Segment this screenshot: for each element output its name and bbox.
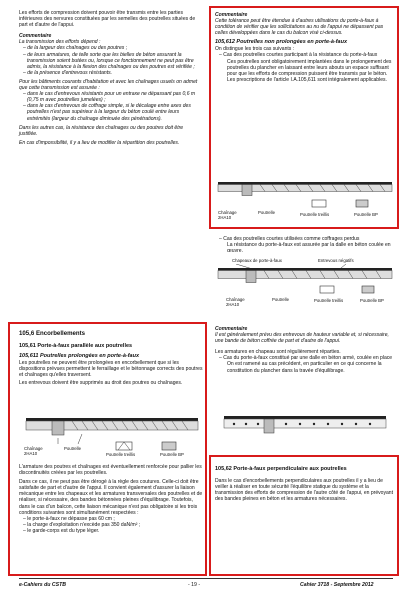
- label-poutrelle: Poutrelle: [272, 297, 289, 302]
- label-poutrelle-treillis: Poutrelle treillis: [300, 212, 330, 217]
- label-2ha10: 2HA10: [226, 302, 240, 307]
- poutrelles-courtes-diagram: [216, 178, 394, 212]
- comment-paragraph: En cas d'impossibilité, il y a lieu de modifier la répartition des poutrelles.: [19, 139, 180, 146]
- paragraph: Dans le cas d'encorbellements perpendiculaires aux poutrelles il y a lieu de veiller à réaliser en toute sécurité l'équilibre statique du système et la transmission des efforts de compression de l'autre côté de l'appui, en prévoyant des bandes pleines en béton et les armatures nécessaires.: [215, 478, 394, 503]
- label-2ha10: 2HA10: [218, 215, 232, 220]
- label-poutrelle-bp: Poutrelle BP: [354, 212, 378, 217]
- comment-paragraph: La transmission des efforts dépend :: [19, 39, 101, 46]
- left-box-text: [19, 330, 203, 386]
- label-chainage: Chaînage: [24, 446, 43, 451]
- bullet: – Cas des poutrelles courtes utilisées comme coffrages perdus: [219, 236, 360, 242]
- section-bp: [162, 442, 176, 450]
- bullet: – la charge d'exploitation n'excède pas 350 daN/m² ;: [23, 521, 141, 528]
- label-chainage: Chaînage: [218, 210, 237, 215]
- footer-left: e-Cahiers du CSTB: [19, 582, 66, 588]
- section-treillis: [116, 442, 132, 450]
- right-box2-text: [215, 466, 393, 502]
- page-number: - 19 -: [188, 582, 201, 588]
- bullet: – Cas des poutrelles courtes participant à la résistance du porte-à-faux: [219, 52, 378, 59]
- paragraph: Les poutrelles ne peuvent être prolongées en encorbellement que si les dispositions prévues permettent le ferraillage et le bétonnage corrects des poutres et chaînages qu'elles traversent.: [19, 360, 203, 379]
- label-poutrelle-bp: Poutrelle BP: [360, 298, 384, 303]
- label-poutrelle: Poutrelle: [64, 446, 81, 451]
- comment-paragraph: Il est généralement prévu des entrevous de hauteur variable et, si nécessaire, une bande de béton coffrée de part et d'autre de l'appui.: [215, 332, 389, 345]
- section-heading: 105,6 Encorbellements: [19, 330, 86, 337]
- label-chainage: Chaînage: [226, 297, 245, 302]
- comment-title: Commentaire: [215, 326, 248, 332]
- footer-rule: [19, 578, 393, 579]
- bullet: – le porte-à-faux ne dépasse pas 60 cm ;: [23, 515, 115, 522]
- label-poutrelle-treillis: Poutrelle treillis: [314, 298, 344, 303]
- comment-bullet: – de la présence d'entrevous résistants.: [23, 69, 113, 76]
- paragraph: Les armatures en chapeau sont régulièrement réparties.: [215, 349, 341, 356]
- footer-right: Cahier 3718 - Septembre 2012: [300, 582, 374, 588]
- label-entrevous-negatifs: Entrevous négatifs: [318, 258, 354, 263]
- label-chapeaux: Chapeaux de porte-à-faux: [232, 258, 282, 263]
- bullet-detail: Les prescriptions de l'article I.A.105,611 sont intégralement applicables.: [227, 76, 387, 83]
- coffrage-perdu-diagram: [216, 264, 394, 298]
- label-poutrelle-treillis: Poutrelle treillis: [106, 452, 136, 457]
- paragraph: Les entrevous doivent être supprimés au droit des poutres ou chaînages.: [19, 380, 183, 387]
- left-top-text: [19, 10, 203, 146]
- subsubsection-heading: 105,611 Poutrelles prolongées en porte-à-faux: [19, 353, 140, 359]
- paragraph: Les efforts de compression doivent pouvoir être transmis entre les parties inférieures des nervures constituées par les semelles des poutrelles situées de part et d'autre de l'appui.: [19, 10, 196, 29]
- comment-bullet: – de leurs armatures, de telle sorte que les bielles de béton assurant la transmission soient butées ou, lorsque ce fonctionnement ne peut pas être admis, la résistance à la flexion des chaînages ou des poutres est vérifiée ;: [23, 51, 195, 70]
- left-box-text-2: [19, 464, 203, 534]
- comment-title: Commentaire: [19, 33, 52, 40]
- comment-bullet: – dans le cas d'entrevous de coffrage simple, si le décalage entre axes des poutrelles n'est pas supérieur à la largeur du béton coulé entre leurs extrémités (largeur du chaînage diminuée des pénétrations).: [23, 103, 191, 122]
- bullet: – Cas du porte-à-faux constitué par une dalle en béton armé, coulée en place: [219, 355, 393, 362]
- comment-bullet: – de la largeur des chaînages ou des poutres ;: [23, 45, 128, 52]
- label-poutrelle-bp: Poutrelle BP: [160, 452, 184, 457]
- subsection-heading: 105,61 Porte-à-faux parallèle aux poutrelles: [19, 343, 133, 349]
- chainage-block: [52, 421, 64, 435]
- right-mid-text: [215, 236, 393, 254]
- paragraph: Dans ce cas, il ne peut pas être dérogé à la règle des coutures. Celle-ci doit être satisfaite de part et d'autre de l'appui. Il convient également d'assurer la liaison mécanique entre les chapeaux et les armatures transversales des poutrelles et de réaliser, si nécessaire, des bandes bétonnées pleines d'équilibrage. Toutefois, dans le cas d'un balcon, cette liaison mécanique n'est pas obligatoire si les trois conditions suivantes sont simultanément respectées :: [19, 479, 203, 516]
- subsection-heading: 105,62 Porte-à-faux perpendiculaire aux poutrelles: [215, 466, 347, 472]
- paragraph: On distingue les trois cas suivants :: [215, 46, 295, 53]
- bullet-detail: La résistance du porte-à-faux est assurée par la dalle en béton coulée en œuvre.: [227, 242, 391, 255]
- right-box-text: [215, 12, 393, 83]
- bullet-detail: On est ramené au cas précédent, en particulier en ce qui concerne la constitution du plancher dans la travée d'équilibrage.: [227, 361, 382, 374]
- right-mid-text-2: [215, 326, 393, 374]
- comment-paragraph: Cette tolérance peut être étendue à d'autres utilisations du porte-à-faux à condition de vérifier que les sollicitations au nu de l'appui ne dépassent pas celles développées dans le cas du balcon visé ci-dessus.: [215, 18, 384, 37]
- bullet-detail: Ces poutrelles sont obligatoirement implantées dans le prolongement des poutrelles du plancher en laissant entre leurs abouts un espace suffisant pour que les efforts de compression puissent être transmis par le béton.: [227, 58, 392, 77]
- label-2ha10: 2HA10: [24, 451, 38, 456]
- subsubsection-heading: 105,612 Poutrelles non prolongées en porte-à-faux: [215, 39, 348, 46]
- comment-paragraph: Dans les autres cas, la résistance des chaînages ou des poutres doit être justifiée.: [19, 124, 184, 137]
- label-poutrelle: Poutrelle: [258, 210, 275, 215]
- comment-title: Commentaire: [215, 12, 248, 18]
- comment-bullet: – dans le cas d'entrevous résistants pour un entraxe ne dépassant pas 0,6 m (0,75 m avec poutrelles jumelées) ;: [23, 91, 196, 104]
- bullet: – le garde-corps est du type léger.: [23, 527, 100, 534]
- paragraph: L'armature des poutres et chaînages est éventuellement renforcée pour pallier les discontinuités créées par les poutrelles.: [19, 464, 202, 477]
- comment-paragraph: Pour les bâtiments courants d'habitation et avec les chaînages usuels on admet que cette transmission est assurée :: [19, 78, 198, 92]
- dalle-ba-diagram: [220, 410, 390, 440]
- slab-top: [26, 418, 198, 421]
